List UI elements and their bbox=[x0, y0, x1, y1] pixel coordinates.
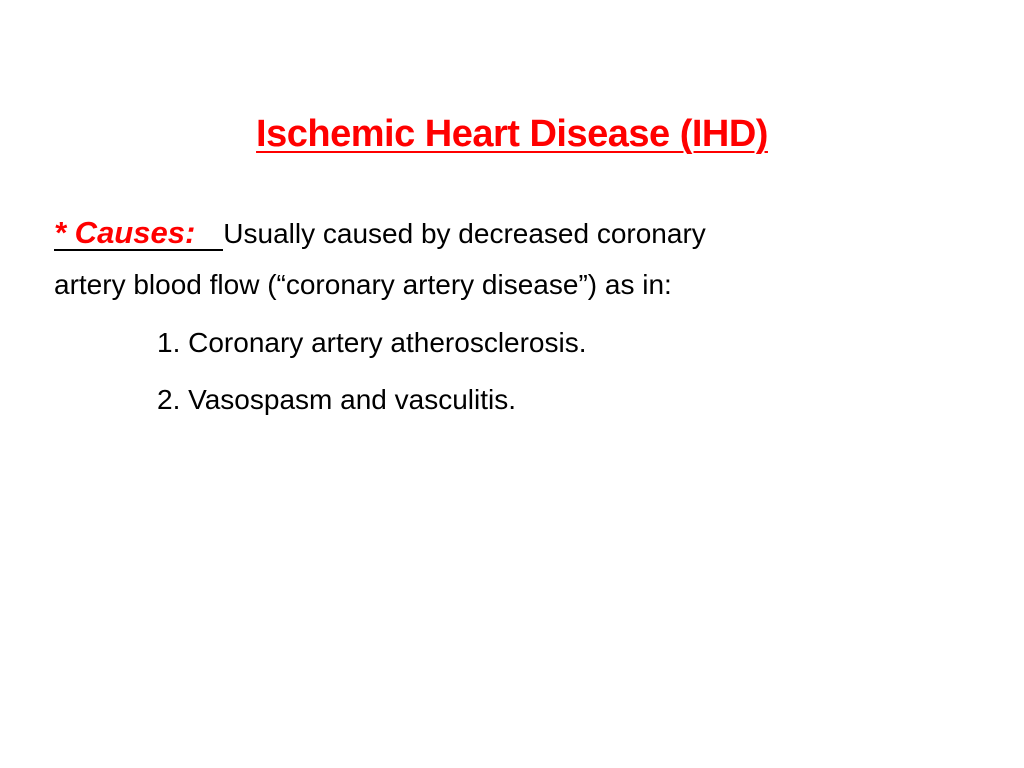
causes-label: * Causes: bbox=[54, 215, 196, 250]
causes-line bbox=[54, 207, 954, 259]
list-item: 1. Coronary artery atherosclerosis. bbox=[157, 327, 587, 358]
slide-title bbox=[0, 104, 1024, 164]
causes-underline bbox=[195, 215, 223, 251]
slide-title-text: Ischemic Heart Disease (IHD) bbox=[256, 113, 768, 155]
causes-list bbox=[157, 314, 587, 428]
intro-line-1: Usually caused by decreased coronary bbox=[223, 218, 706, 249]
slide-body bbox=[54, 207, 954, 310]
intro-line-2: artery blood flow (“coronary artery disease”) as in: bbox=[54, 269, 672, 300]
list-item: 2. Vasospasm and vasculitis. bbox=[157, 384, 516, 415]
